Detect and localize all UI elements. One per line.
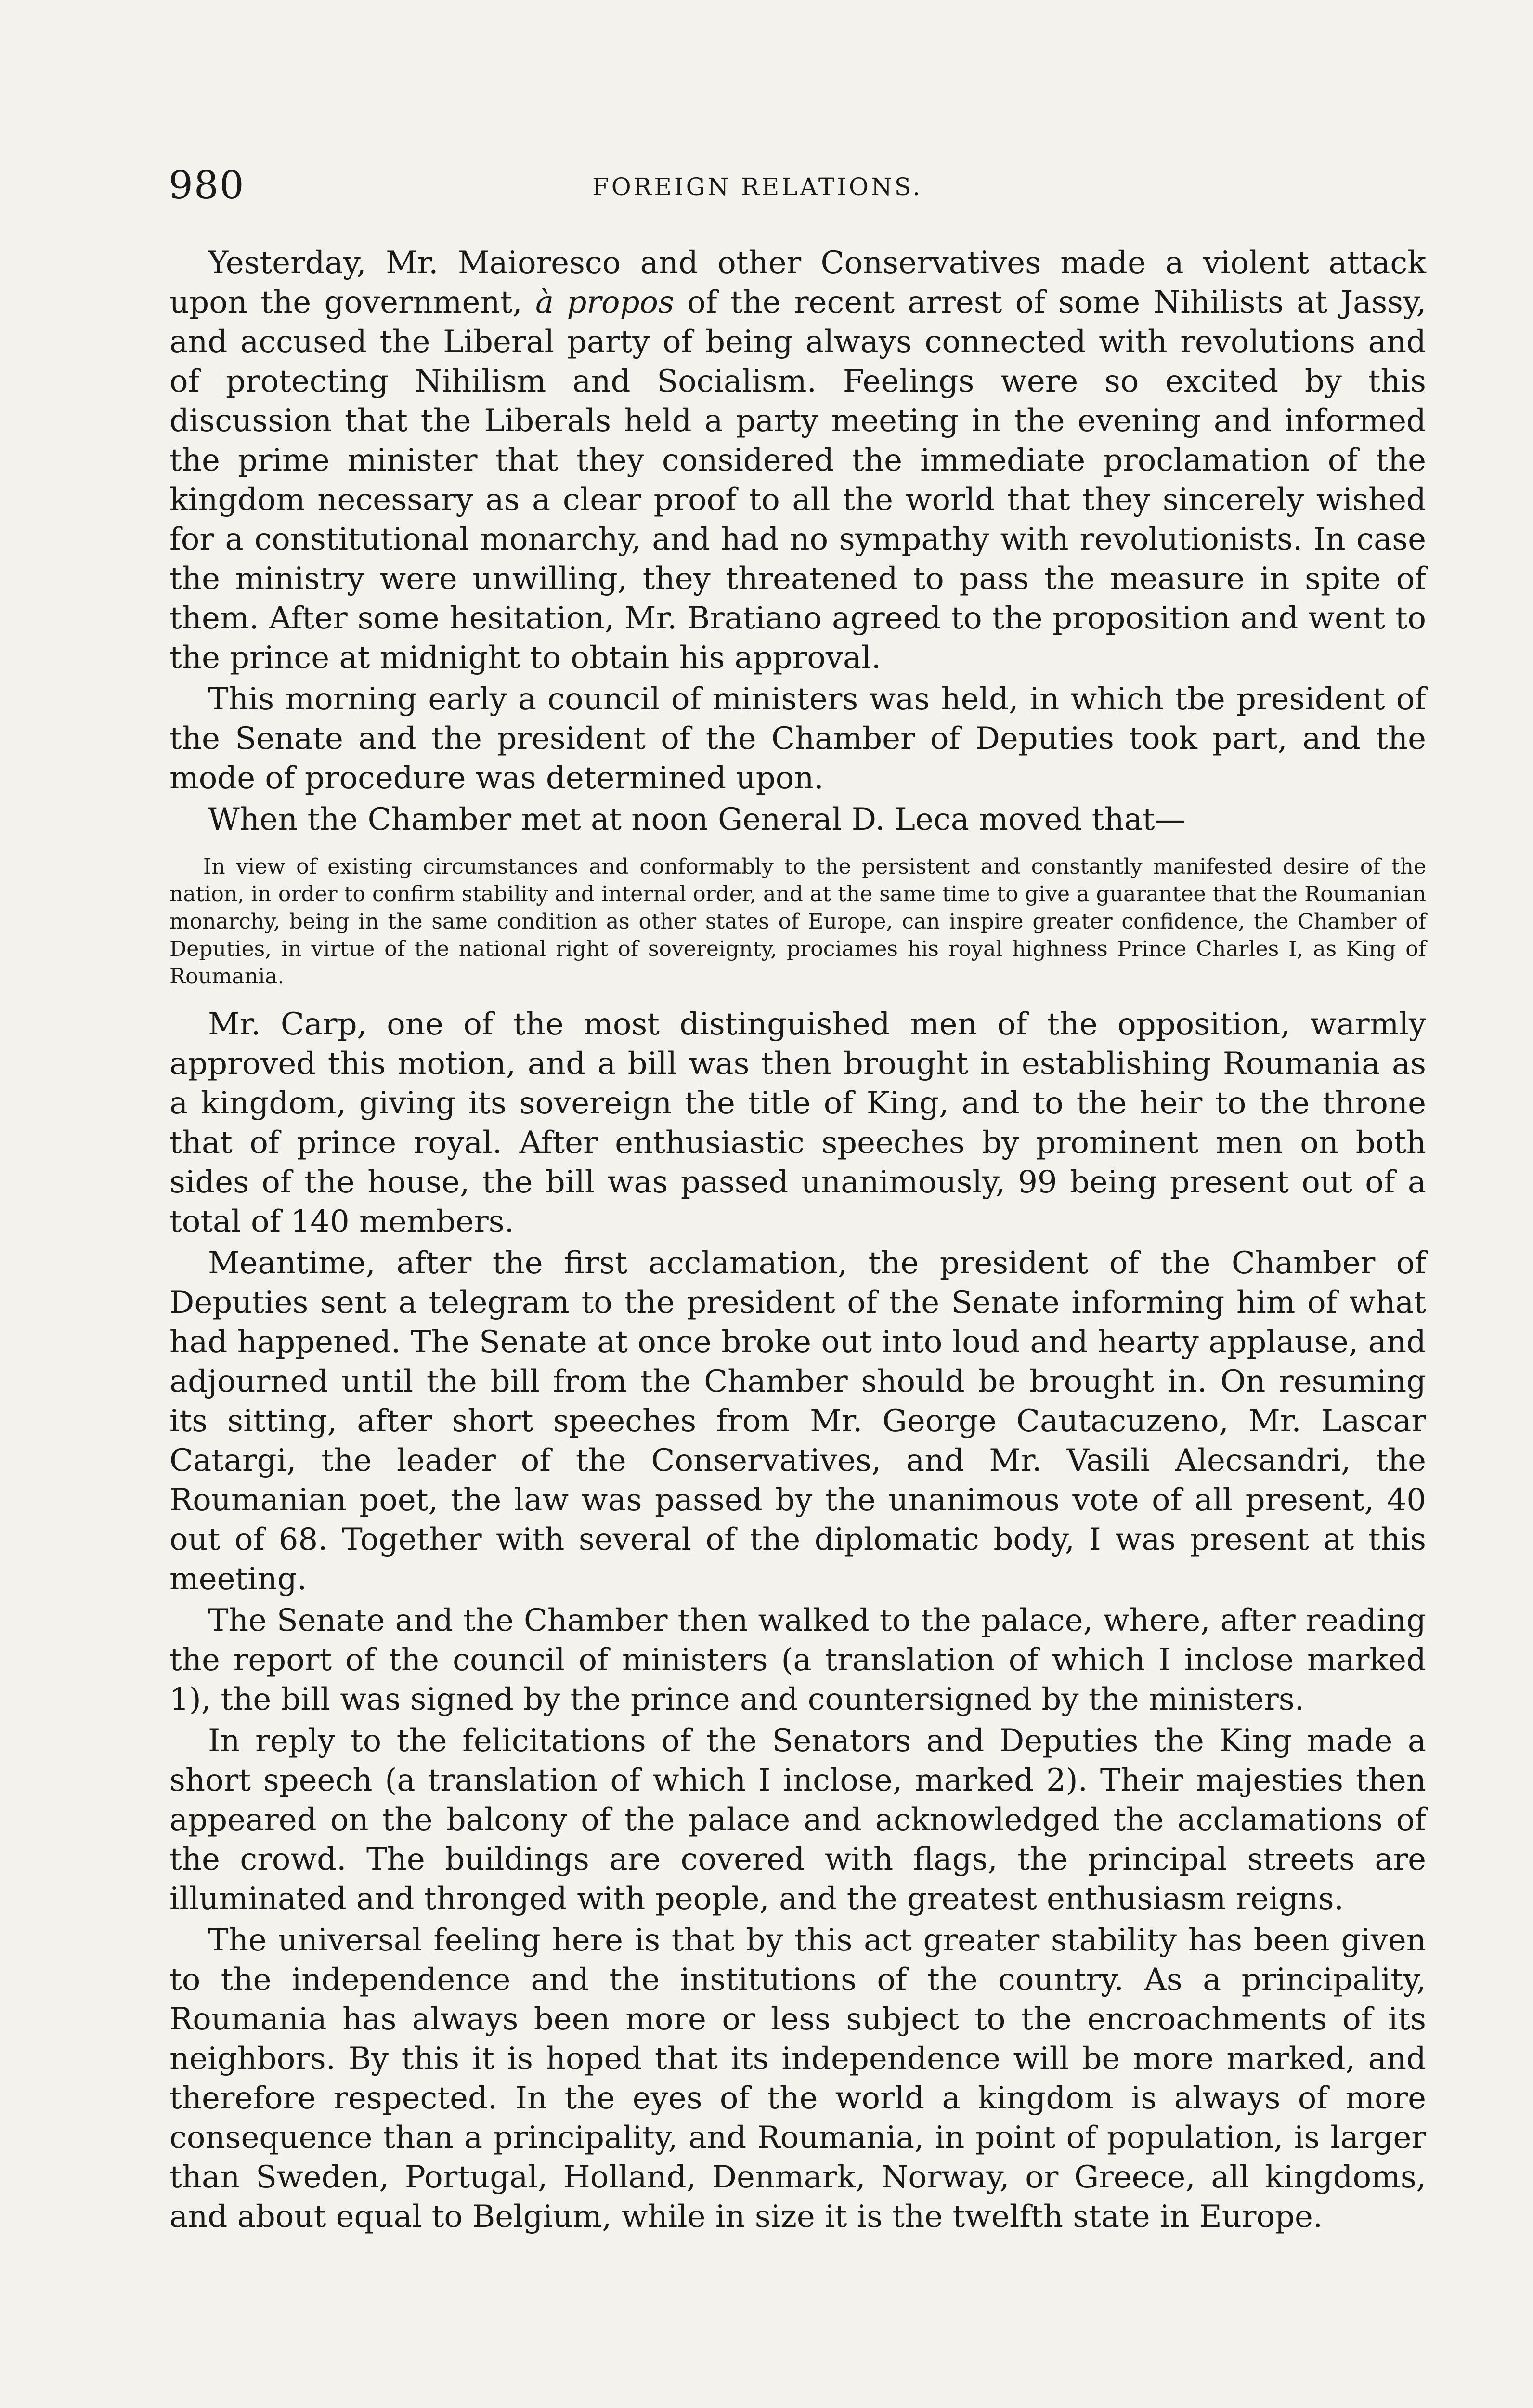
paragraph-king-speech: In reply to the felicitations of the Senators and Deputies the King made a short speech (a translation of which I inclose, marked 2). Their majesties then appeared on the balcony of the palace and acknowledged the acclamations of the crowd. The buildings are covered with flags, the principal streets are illuminated and thronged with people, and the greatest enthusiasm reigns. xyxy=(169,1723,1426,1917)
paragraph-text: of the recent arrest of some Nihilists at Jassy, and accused the Liberal party of being always connected with revolutions and of protecting Nihilism and Socialism. Feelings were so excited by this discussion that the Liberals held a party meeting in the evening and informed the prime minister that they considered the immediate proclamation of the kingdom necessary as a clear proof to all the world that they sincerely wished for a constitutional monarchy, and had no sympathy with revolutionists. In case the ministry were unwilling, they threatened to pass the measure in spite of them. After some hesitation, Mr. Bratiano agreed to the proposition and went to the prince at midnight to obtain his approval. xyxy=(169,285,1427,676)
paragraph-council-of-ministers: This morning early a council of ministers was held, in which tbe president of the Senate and the president of the Chamber of Deputies took part, and the mode of procedure was determined upon. xyxy=(169,681,1426,796)
paragraph-universal-feeling: The universal feeling here is that by this act greater stability has been given to the independence and the institutions of the country. As a principality, Roumania has always been more or less subject to the encroachments of its neighbors. By this it is hoped that its independence will be more marked, and therefore respected. In the eyes of the world a kingdom is always of more consequence than a principality, and Roumania, in point of population, is larger than Sweden, Portugal, Holland, Denmark, Norway, or Greece, all kingdoms, and about equal to Belgium, while in size it is the twelfth state in Europe. xyxy=(169,1923,1426,2235)
paragraph-senate-vote: Meantime, after the first acclamation, the president of the Chamber of Deputies sent a telegram to the president of the Senate informing him of what had happened. The Senate at once broke out into loud and hearty applause, and adjourned until the bill from the Chamber should be brought in. On resuming its sitting, after short speeches from Mr. George Cautacuzeno, Mr. Lascar Catargi, the leader of the Conservatives, and Mr. Vasili Alecsandri, the Roumanian poet, the law was passed by the unanimous vote of all present, 40 out of 68. Together with several of the diplomatic body, I was present at this meeting. xyxy=(169,1245,1426,1597)
page-number: 980 xyxy=(169,163,245,208)
paragraph-text: Yesterday, Mr. Maioresco and other Conservatives made a violent attack upon the government, xyxy=(169,245,1426,320)
paragraph-palace-signing: The Senate and the Chamber then walked to the palace, where, after reading the report of the council of ministers (a translation of which I inclose marked 1), the bill was signed by the prince and countersigned by the ministers. xyxy=(169,1603,1426,1717)
running-title: FOREIGN RELATIONS. xyxy=(592,173,923,201)
block-quote-motion: In view of existing circumstances and conformably to the persistent and constantly manifested desire of the nation, in order to confirm stability and internal order, and at the same time to give a guarantee that the Roumanian monarchy, being in the same condition as other states of Europe, can inspire greater confidence, the Chamber of Deputies, in virtue of the national right of sovereignty, prociames his royal highness Prince Charles I, as King of Roumania. xyxy=(169,854,1426,989)
paragraph-carp-approval: Mr. Carp, one of the most distinguished men of the opposition, warmly approved this motion, and a bill was then brought in establishing Roumania as a kingdom, giving its sovereign the title of King, and to the heir to the throne that of prince royal. After enthusiastic speeches by prominent men on both sides of the house, the bill was passed unanimously, 99 being present out of a total of 140 members. xyxy=(169,1007,1426,1240)
page-header xyxy=(169,159,1425,212)
paragraph-leca-motion: When the Chamber met at noon General D. Leca moved that— xyxy=(208,802,1186,838)
italic-phrase: à propos xyxy=(535,285,674,320)
paragraph-maioresco-attack xyxy=(169,243,1426,678)
body-text xyxy=(169,243,1426,2237)
